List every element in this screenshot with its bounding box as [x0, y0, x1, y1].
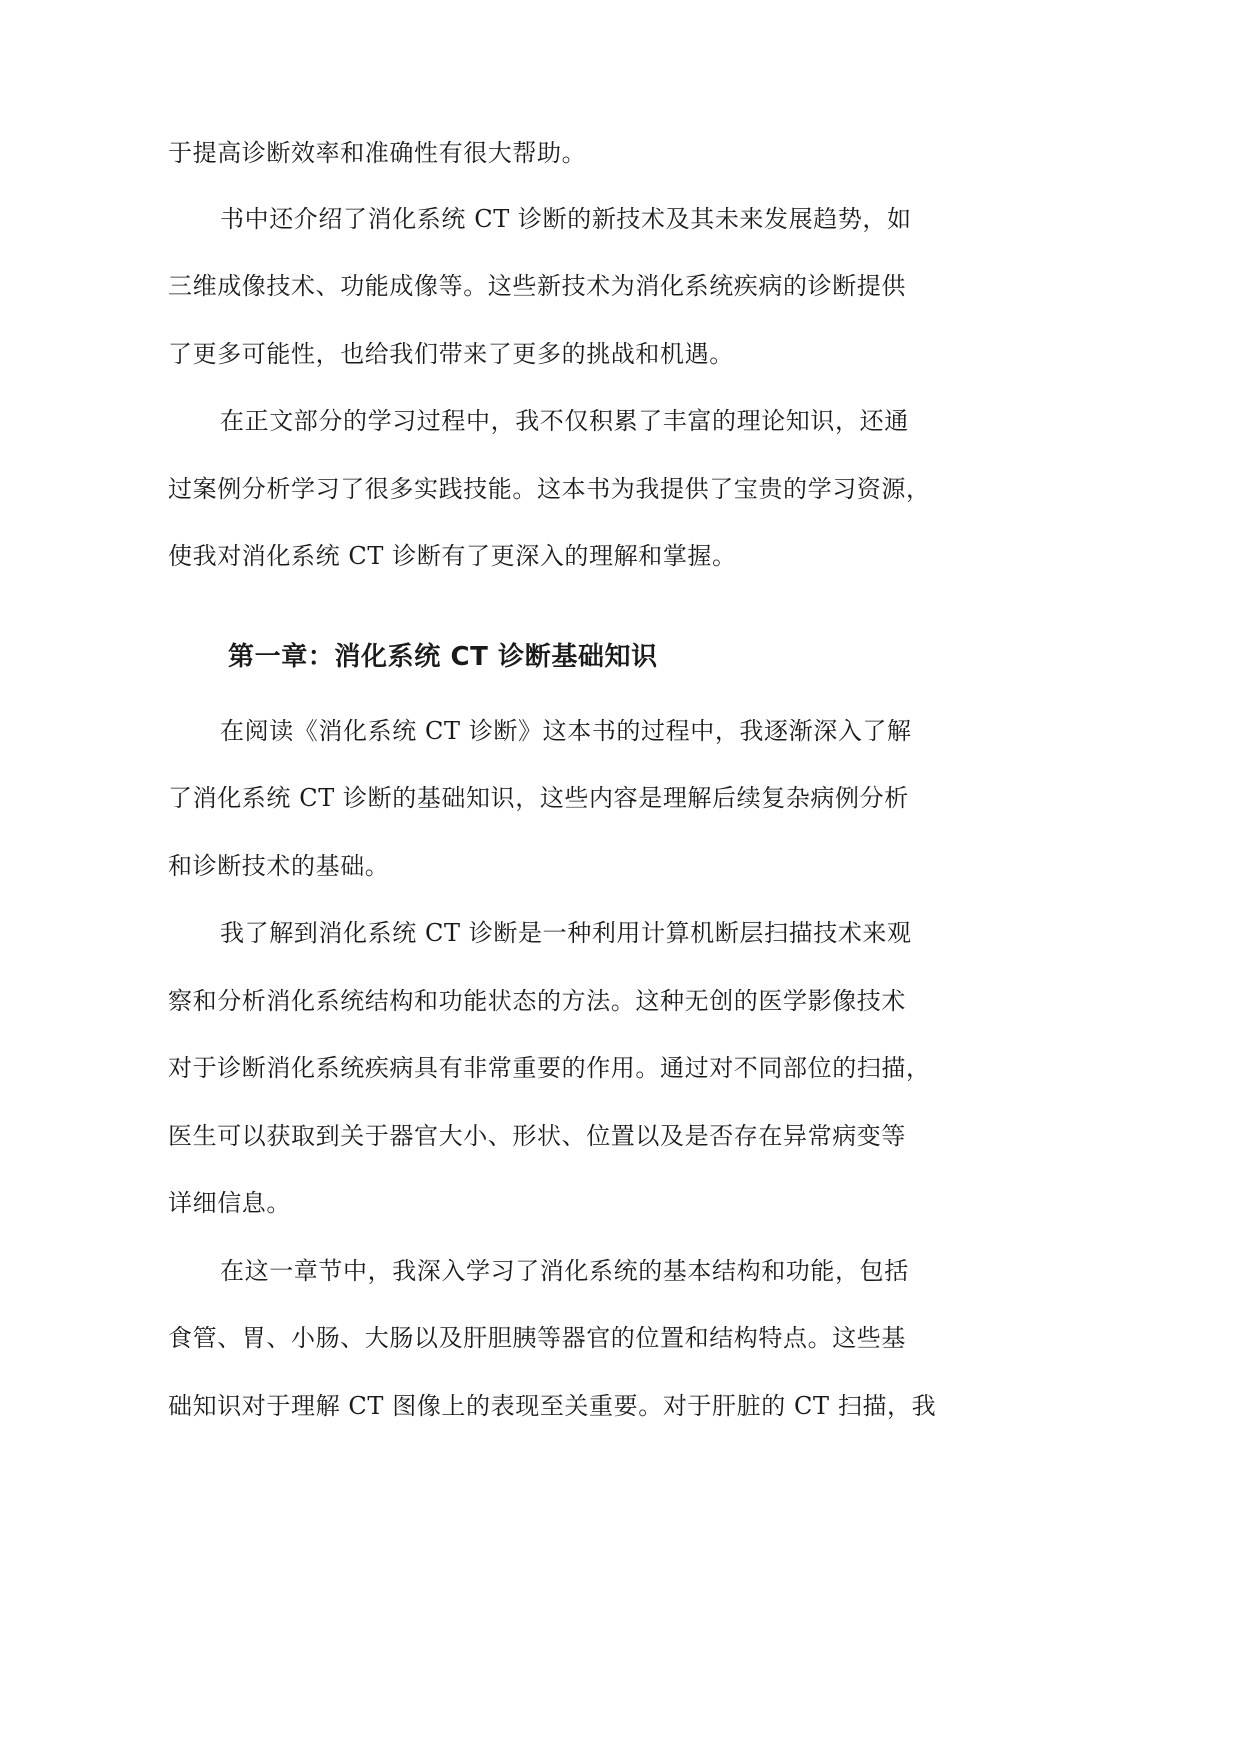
- body-text-line: 在阅读《消化系统 CT 诊断》这本书的过程中，我逐渐深入了解: [220, 717, 912, 745]
- body-text-line: 察和分析消化系统结构和功能状态的方法。这种无创的医学影像技术: [168, 987, 906, 1015]
- body-text-line: 了更多可能性，也给我们带来了更多的挑战和机遇。: [168, 340, 734, 368]
- body-text-line: 过案例分析学习了很多实践技能。这本书为我提供了宝贵的学习资源，: [168, 475, 931, 503]
- body-text-line: 和诊断技术的基础。: [168, 852, 390, 880]
- body-text-line: 于提高诊断效率和准确性有很大帮助。: [168, 139, 587, 167]
- body-text-line: 三维成像技术、功能成像等。这些新技术为消化系统疾病的诊断提供: [168, 272, 906, 300]
- body-text-line: 食管、胃、小肠、大肠以及肝胆胰等器官的位置和结构特点。这些基: [168, 1324, 906, 1352]
- body-text-line: 对于诊断消化系统疾病具有非常重要的作用。通过对不同部位的扫描，: [168, 1054, 931, 1082]
- body-text-line: 医生可以获取到关于器官大小、形状、位置以及是否存在异常病变等: [168, 1122, 906, 1150]
- body-text-line: 我了解到消化系统 CT 诊断是一种利用计算机断层扫描技术来观: [220, 919, 912, 947]
- body-text-line: 书中还介绍了消化系统 CT 诊断的新技术及其未来发展趋势，如: [220, 205, 912, 233]
- chapter-heading: 第一章：消化系统 CT 诊断基础知识: [228, 642, 658, 672]
- body-text-line: 详细信息。: [168, 1189, 291, 1217]
- body-text-line: 础知识对于理解 CT 图像上的表现至关重要。对于肝脏的 CT 扫描，我: [168, 1392, 937, 1420]
- body-text-line: 了消化系统 CT 诊断的基础知识，这些内容是理解后续复杂病例分析: [168, 784, 909, 812]
- body-text-line: 在这一章节中，我深入学习了消化系统的基本结构和功能，包括: [220, 1257, 909, 1285]
- body-text-line: 在正文部分的学习过程中，我不仅积累了丰富的理论知识，还通: [220, 407, 909, 435]
- body-text-line: 使我对消化系统 CT 诊断有了更深入的理解和掌握。: [168, 542, 737, 570]
